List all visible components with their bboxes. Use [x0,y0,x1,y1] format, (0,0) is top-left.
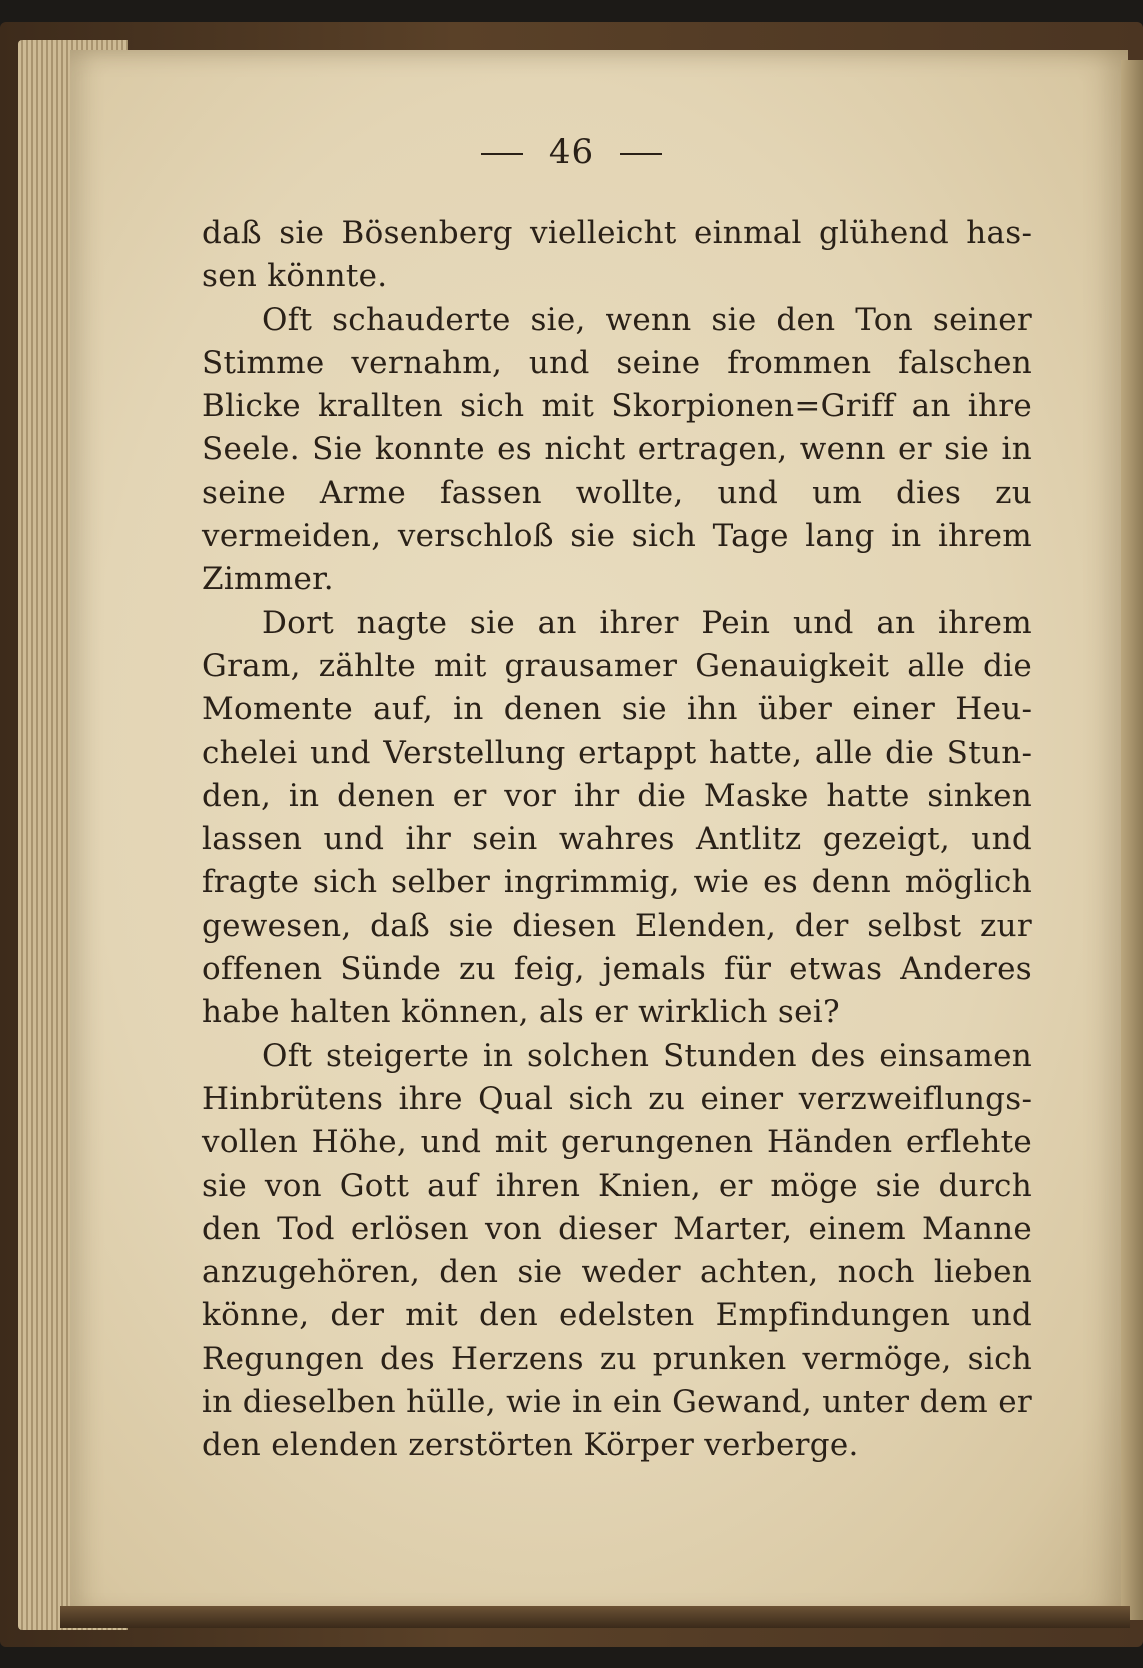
page-number-header [0,132,1143,172]
dash-left [481,153,523,155]
next-page-edge [1121,60,1143,1620]
paragraph-4: Oft steigerte in solchen Stunden des einsamen Hinbrütens ihre Qual sich zu einer verzweiflungsvollen Höhe, und mit gerungenen Händen erflehte sie von Gott auf ihren Knien, er möge sie durch den Tod erlösen von dieser Marter, einem Manne anzugehören, den sie weder achten, noch lieben könne, der mit den edelsten Empfindungen und Regungen des Herzens zu prunken vermöge, sich in dieselben hülle, wie in ein Gewand, unter dem er den elenden zerstörten Körper verberge. [202,1037,1032,1464]
paragraph-2: Oft schauderte sie, wenn sie den Ton seiner Stimme vernahm, und seine frommen falschen Blicke krallten sich mit Skorpionen=Griff an ihre Seele. Sie konnte es nicht ertragen, wenn er sie in seine Arme fassen wollte, und um dies zu vermeiden, verschloß sie sich Tage lang in ihrem Zimmer. [202,301,1032,598]
paragraph-3: Dort nagte sie an ihrer Pein und an ihrem Gram, zählte mit grausamer Genauigkeit alle die Momente auf, in denen sie ihn über einer Heuchelei und Verstellung ertappt hatte, alle die Stunden, in denen er vor ihr die Maske hatte sinken lassen und ihr sein wahres Antlitz gezeigt, und fragte sich selber ingrimmig, wie es denn möglich gewesen, daß sie diesen Elenden, der selbst zur offenen Sünde zu feig, jemals für etwas Anderes habe halten können, als er wirklich sei? [202,604,1032,1031]
book-bottom-edge [60,1606,1130,1628]
paragraph-1: daß sie Bösenberg vielleicht einmal glühend hassen könnte. [202,215,1032,295]
body-text [202,212,1032,1468]
page-number: 46 [548,132,595,172]
dash-right [620,153,662,155]
